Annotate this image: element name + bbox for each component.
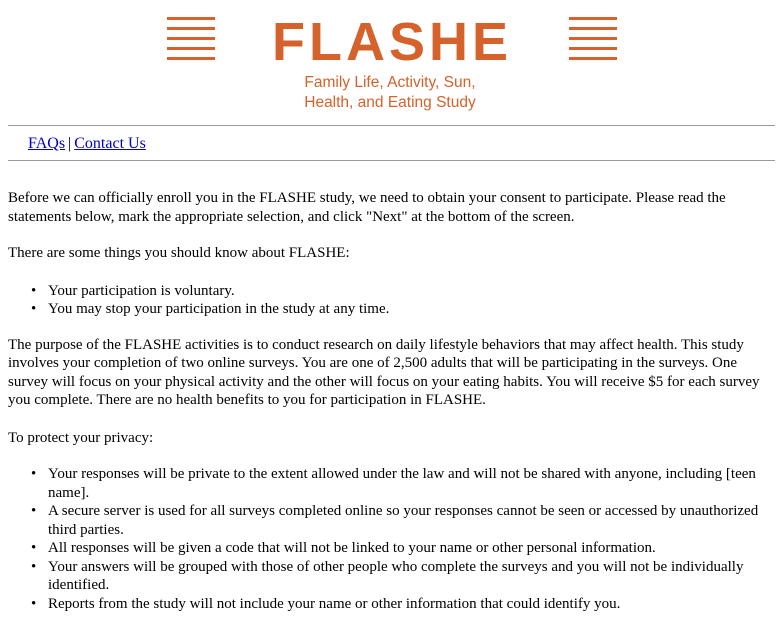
site-header: [0, 0, 780, 120]
list-item: • A secure server is used for all surveys completed online so your responses cannot be seen or accessed by unauthorized third parties.: [8, 502, 773, 539]
purpose-paragraph: The purpose of the FLASHE activities is to conduct research on daily lifestyle behaviors that may affect health. This study involves your completion of two online surveys. You are one of 2,500 adults that will be participating in the surveys. One survey will focus on your physical activity and the other will focus on your eating habits. You will receive $5 for each survey you complete. There are no health benefits to you for participation in FLASHE.: [8, 336, 760, 408]
faqs-link[interactable]: FAQs: [28, 135, 66, 152]
top-nav: [28, 135, 146, 153]
contact-us-link[interactable]: Contact Us: [74, 135, 146, 152]
logo-subtitle-line1: Family Life, Activity, Sun,: [304, 74, 476, 91]
divider-bottom: [8, 160, 775, 161]
list-item: • All responses will be given a code that will not be linked to your name or other personal information.: [8, 539, 773, 558]
logo-title: FLASHE: [272, 12, 512, 66]
list-item: • Your responses will be private to the extent allowed under the law and will not be shared with anyone, including [teen name].: [8, 465, 773, 502]
privacy-heading: To protect your privacy:: [8, 429, 154, 446]
list-item: • You may stop your participation in the study at any time.: [8, 300, 773, 319]
list-item: • Your answers will be grouped with those of other people who complete the surveys and you will not be individually identified.: [8, 558, 773, 595]
logo-subtitle-line2: Health, and Eating Study: [304, 94, 476, 111]
logo-subtitle: [0, 73, 780, 113]
consent-content: [8, 189, 773, 613]
know-heading: There are some things you should know about FLASHE:: [8, 245, 350, 261]
privacy-list: [8, 465, 773, 613]
flashe-logo: [167, 10, 617, 66]
divider-top: [8, 125, 775, 126]
nav-separator: |: [68, 135, 72, 152]
know-list: [8, 282, 773, 319]
intro-paragraph: Before we can officially enroll you in the FLASHE study, we need to obtain your consent to participate. Please read the statements below, mark the appropriate selection, and click "Next" at the bottom of the screen.: [8, 190, 726, 225]
list-item: • Reports from the study will not include your name or other information that could identify you.: [8, 595, 773, 614]
list-item: • Your participation is voluntary.: [8, 282, 773, 301]
